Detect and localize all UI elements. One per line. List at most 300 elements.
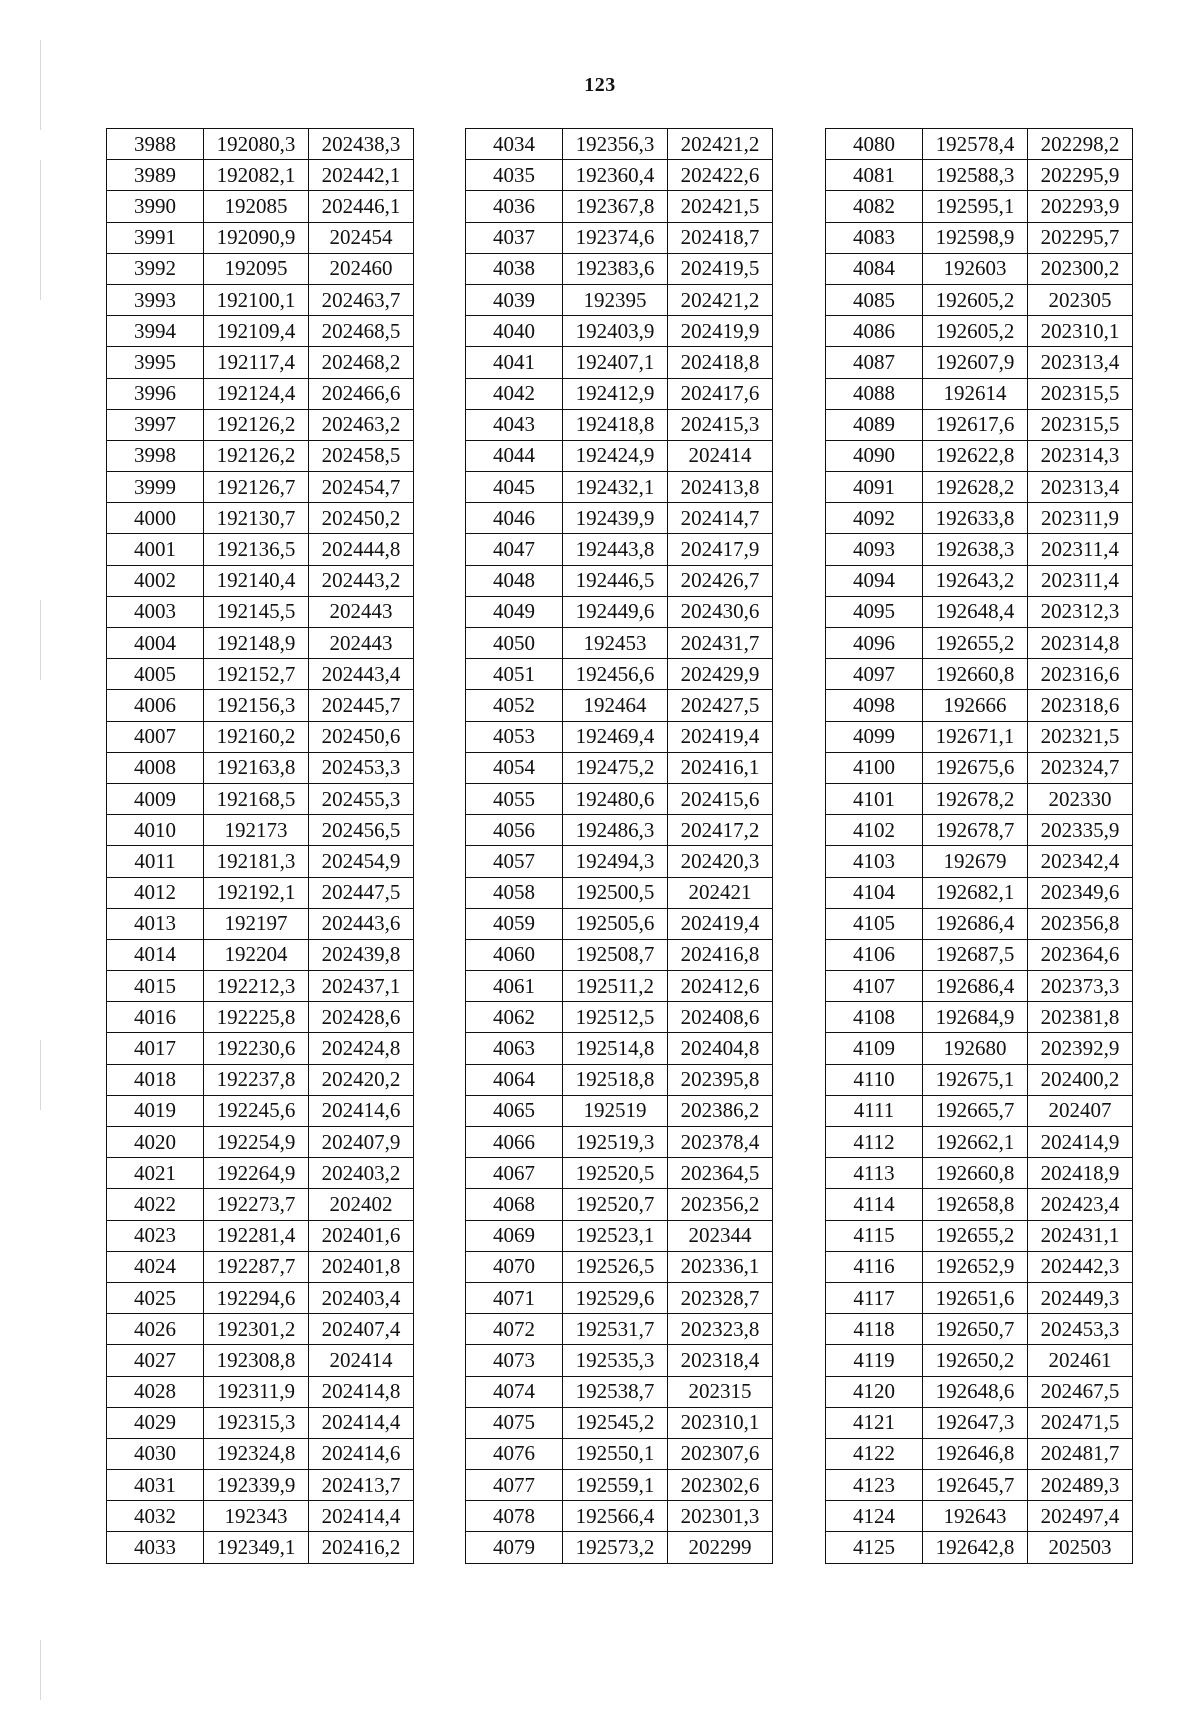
x-coordinate-cell: 192443,8 (563, 534, 668, 565)
table-row (826, 1470, 1133, 1501)
point-number-cell: 4056 (466, 815, 563, 846)
y-coordinate-cell: 202414 (668, 440, 773, 471)
y-coordinate-cell: 202471,5 (1028, 1407, 1133, 1438)
table-row (826, 1345, 1133, 1376)
table-row (466, 1501, 773, 1532)
x-coordinate-cell: 192124,4 (204, 378, 309, 409)
point-number-cell: 4027 (107, 1345, 204, 1376)
table-row (826, 628, 1133, 659)
table-row (826, 534, 1133, 565)
y-coordinate-cell: 202412,6 (668, 971, 773, 1002)
x-coordinate-cell: 192519 (563, 1095, 668, 1126)
coordinates-table-2 (465, 128, 773, 1564)
point-number-cell: 4007 (107, 721, 204, 752)
table-row (826, 1438, 1133, 1469)
point-number-cell: 4009 (107, 783, 204, 814)
point-number-cell: 3995 (107, 347, 204, 378)
table-row (107, 1095, 414, 1126)
table-row (466, 316, 773, 347)
x-coordinate-cell: 192126,7 (204, 472, 309, 503)
table-row (826, 316, 1133, 347)
table-row (107, 1345, 414, 1376)
point-number-cell: 4082 (826, 191, 923, 222)
y-coordinate-cell: 202468,5 (309, 316, 414, 347)
table-row (826, 409, 1133, 440)
y-coordinate-cell: 202315,5 (1028, 378, 1133, 409)
y-coordinate-cell: 202400,2 (1028, 1064, 1133, 1095)
y-coordinate-cell: 202463,7 (309, 284, 414, 315)
point-number-cell: 4111 (826, 1095, 923, 1126)
y-coordinate-cell: 202403,4 (309, 1282, 414, 1313)
x-coordinate-cell: 192514,8 (563, 1033, 668, 1064)
point-number-cell: 4115 (826, 1220, 923, 1251)
y-coordinate-cell: 202421,2 (668, 129, 773, 160)
point-number-cell: 4057 (466, 846, 563, 877)
table-row (466, 1127, 773, 1158)
y-coordinate-cell: 202419,4 (668, 721, 773, 752)
point-number-cell: 4087 (826, 347, 923, 378)
table-row (466, 1220, 773, 1251)
table-row (466, 939, 773, 970)
point-number-cell: 4105 (826, 908, 923, 939)
x-coordinate-cell: 192168,5 (204, 783, 309, 814)
y-coordinate-cell: 202301,3 (668, 1501, 773, 1532)
x-coordinate-cell: 192566,4 (563, 1501, 668, 1532)
y-coordinate-cell: 202408,6 (668, 1002, 773, 1033)
point-number-cell: 4089 (826, 409, 923, 440)
table-row (107, 971, 414, 1002)
point-number-cell: 4099 (826, 721, 923, 752)
x-coordinate-cell: 192678,2 (923, 783, 1028, 814)
table-row (466, 1189, 773, 1220)
x-coordinate-cell: 192678,7 (923, 815, 1028, 846)
point-number-cell: 4068 (466, 1189, 563, 1220)
table-row (107, 1314, 414, 1345)
point-number-cell: 4110 (826, 1064, 923, 1095)
point-number-cell: 4018 (107, 1064, 204, 1095)
y-coordinate-cell: 202443 (309, 596, 414, 627)
table-row (466, 752, 773, 783)
point-number-cell: 4067 (466, 1158, 563, 1189)
table-row (826, 1220, 1133, 1251)
x-coordinate-cell: 192356,3 (563, 129, 668, 160)
x-coordinate-cell: 192538,7 (563, 1376, 668, 1407)
scan-margin-mark (40, 1040, 41, 1110)
y-coordinate-cell: 202503 (1028, 1532, 1133, 1563)
x-coordinate-cell: 192660,8 (923, 1158, 1028, 1189)
x-coordinate-cell: 192686,4 (923, 971, 1028, 1002)
table-row (466, 160, 773, 191)
y-coordinate-cell: 202439,8 (309, 939, 414, 970)
point-number-cell: 4064 (466, 1064, 563, 1095)
y-coordinate-cell: 202442,1 (309, 160, 414, 191)
y-coordinate-cell: 202443,6 (309, 908, 414, 939)
point-number-cell: 4113 (826, 1158, 923, 1189)
coordinates-table-3 (825, 128, 1133, 1564)
table-row (466, 503, 773, 534)
y-coordinate-cell: 202349,6 (1028, 877, 1133, 908)
y-coordinate-cell: 202422,6 (668, 160, 773, 191)
point-number-cell: 4004 (107, 628, 204, 659)
point-number-cell: 4010 (107, 815, 204, 846)
point-number-cell: 4016 (107, 1002, 204, 1033)
y-coordinate-cell: 202401,6 (309, 1220, 414, 1251)
point-number-cell: 4040 (466, 316, 563, 347)
point-number-cell: 3994 (107, 316, 204, 347)
y-coordinate-cell: 202299 (668, 1532, 773, 1563)
point-number-cell: 4061 (466, 971, 563, 1002)
y-coordinate-cell: 202442,3 (1028, 1251, 1133, 1282)
point-number-cell: 3996 (107, 378, 204, 409)
table-row (826, 971, 1133, 1002)
point-number-cell: 4001 (107, 534, 204, 565)
x-coordinate-cell: 192432,1 (563, 472, 668, 503)
y-coordinate-cell: 202407,4 (309, 1314, 414, 1345)
table-row (466, 1376, 773, 1407)
y-coordinate-cell: 202293,9 (1028, 191, 1133, 222)
point-number-cell: 3997 (107, 409, 204, 440)
x-coordinate-cell: 192212,3 (204, 971, 309, 1002)
table-row (107, 690, 414, 721)
x-coordinate-cell: 192181,3 (204, 846, 309, 877)
y-coordinate-cell: 202313,4 (1028, 347, 1133, 378)
table-row (466, 1532, 773, 1563)
point-number-cell: 4083 (826, 222, 923, 253)
table-row (826, 783, 1133, 814)
y-coordinate-cell: 202458,5 (309, 440, 414, 471)
x-coordinate-cell: 192230,6 (204, 1033, 309, 1064)
point-number-cell: 4121 (826, 1407, 923, 1438)
table-row (826, 1095, 1133, 1126)
x-coordinate-cell: 192407,1 (563, 347, 668, 378)
y-coordinate-cell: 202311,4 (1028, 534, 1133, 565)
x-coordinate-cell: 192156,3 (204, 690, 309, 721)
point-number-cell: 4125 (826, 1532, 923, 1563)
x-coordinate-cell: 192605,2 (923, 284, 1028, 315)
x-coordinate-cell: 192085 (204, 191, 309, 222)
x-coordinate-cell: 192687,5 (923, 939, 1028, 970)
table-row (826, 1532, 1133, 1563)
y-coordinate-cell: 202423,4 (1028, 1189, 1133, 1220)
scan-margin-mark (40, 600, 41, 680)
y-coordinate-cell: 202421 (668, 877, 773, 908)
x-coordinate-cell: 192152,7 (204, 659, 309, 690)
point-number-cell: 4034 (466, 129, 563, 160)
x-coordinate-cell: 192617,6 (923, 409, 1028, 440)
x-coordinate-cell: 192595,1 (923, 191, 1028, 222)
y-coordinate-cell: 202454,9 (309, 846, 414, 877)
y-coordinate-cell: 202324,7 (1028, 752, 1133, 783)
point-number-cell: 4035 (466, 160, 563, 191)
y-coordinate-cell: 202445,7 (309, 690, 414, 721)
x-coordinate-cell: 192666 (923, 690, 1028, 721)
x-coordinate-cell: 192383,6 (563, 253, 668, 284)
x-coordinate-cell: 192675,6 (923, 752, 1028, 783)
x-coordinate-cell: 192647,3 (923, 1407, 1028, 1438)
x-coordinate-cell: 192264,9 (204, 1158, 309, 1189)
point-number-cell: 4022 (107, 1189, 204, 1220)
point-number-cell: 4073 (466, 1345, 563, 1376)
y-coordinate-cell: 202328,7 (668, 1282, 773, 1313)
point-number-cell: 4071 (466, 1282, 563, 1313)
y-coordinate-cell: 202344 (668, 1220, 773, 1251)
y-coordinate-cell: 202467,5 (1028, 1376, 1133, 1407)
table-body (107, 129, 414, 1564)
table-row (826, 1282, 1133, 1313)
table-row (826, 815, 1133, 846)
x-coordinate-cell: 192140,4 (204, 565, 309, 596)
point-number-cell: 4117 (826, 1282, 923, 1313)
y-coordinate-cell: 202356,2 (668, 1189, 773, 1220)
table-row (107, 347, 414, 378)
point-number-cell: 4104 (826, 877, 923, 908)
x-coordinate-cell: 192464 (563, 690, 668, 721)
y-coordinate-cell: 202455,3 (309, 783, 414, 814)
y-coordinate-cell: 202497,4 (1028, 1501, 1133, 1532)
point-number-cell: 4045 (466, 472, 563, 503)
table-row (466, 1438, 773, 1469)
y-coordinate-cell: 202418,7 (668, 222, 773, 253)
point-number-cell: 4093 (826, 534, 923, 565)
y-coordinate-cell: 202437,1 (309, 971, 414, 1002)
point-number-cell: 4100 (826, 752, 923, 783)
point-number-cell: 4054 (466, 752, 563, 783)
x-coordinate-cell: 192374,6 (563, 222, 668, 253)
table-row (466, 877, 773, 908)
x-coordinate-cell: 192662,1 (923, 1127, 1028, 1158)
x-coordinate-cell: 192301,2 (204, 1314, 309, 1345)
y-coordinate-cell: 202321,5 (1028, 721, 1133, 752)
table-row (826, 659, 1133, 690)
point-number-cell: 4075 (466, 1407, 563, 1438)
y-coordinate-cell: 202418,8 (668, 347, 773, 378)
y-coordinate-cell: 202378,4 (668, 1127, 773, 1158)
table-row (107, 877, 414, 908)
point-number-cell: 4080 (826, 129, 923, 160)
y-coordinate-cell: 202419,4 (668, 908, 773, 939)
table-row (107, 1002, 414, 1033)
table-row (826, 1064, 1133, 1095)
y-coordinate-cell: 202450,2 (309, 503, 414, 534)
x-coordinate-cell: 192439,9 (563, 503, 668, 534)
point-number-cell: 4049 (466, 596, 563, 627)
point-number-cell: 4059 (466, 908, 563, 939)
table-row (466, 1033, 773, 1064)
table-row (107, 222, 414, 253)
y-coordinate-cell: 202463,2 (309, 409, 414, 440)
point-number-cell: 4023 (107, 1220, 204, 1251)
y-coordinate-cell: 202305 (1028, 284, 1133, 315)
point-number-cell: 4088 (826, 378, 923, 409)
y-coordinate-cell: 202315 (668, 1376, 773, 1407)
point-number-cell: 4053 (466, 721, 563, 752)
x-coordinate-cell: 192360,4 (563, 160, 668, 191)
point-number-cell: 4107 (826, 971, 923, 1002)
x-coordinate-cell: 192395 (563, 284, 668, 315)
y-coordinate-cell: 202443,2 (309, 565, 414, 596)
x-coordinate-cell: 192424,9 (563, 440, 668, 471)
table-row (466, 783, 773, 814)
x-coordinate-cell: 192100,1 (204, 284, 309, 315)
table-row (826, 1189, 1133, 1220)
x-coordinate-cell: 192679 (923, 846, 1028, 877)
point-number-cell: 4032 (107, 1501, 204, 1532)
x-coordinate-cell: 192080,3 (204, 129, 309, 160)
x-coordinate-cell: 192486,3 (563, 815, 668, 846)
x-coordinate-cell: 192343 (204, 1501, 309, 1532)
y-coordinate-cell: 202430,6 (668, 596, 773, 627)
point-number-cell: 4033 (107, 1532, 204, 1563)
table-row (107, 472, 414, 503)
point-number-cell: 4119 (826, 1345, 923, 1376)
x-coordinate-cell: 192650,2 (923, 1345, 1028, 1376)
y-coordinate-cell: 202310,1 (1028, 316, 1133, 347)
table-row (466, 222, 773, 253)
point-number-cell: 4002 (107, 565, 204, 596)
x-coordinate-cell: 192520,5 (563, 1158, 668, 1189)
x-coordinate-cell: 192287,7 (204, 1251, 309, 1282)
x-coordinate-cell: 192145,5 (204, 596, 309, 627)
table-row (826, 222, 1133, 253)
x-coordinate-cell: 192192,1 (204, 877, 309, 908)
x-coordinate-cell: 192453 (563, 628, 668, 659)
point-number-cell: 4011 (107, 846, 204, 877)
table-row (107, 284, 414, 315)
x-coordinate-cell: 192446,5 (563, 565, 668, 596)
point-number-cell: 4043 (466, 409, 563, 440)
table-row (466, 347, 773, 378)
table-row (826, 191, 1133, 222)
y-coordinate-cell: 202431,7 (668, 628, 773, 659)
table-row (107, 783, 414, 814)
table-row (107, 1501, 414, 1532)
y-coordinate-cell: 202403,2 (309, 1158, 414, 1189)
x-coordinate-cell: 192163,8 (204, 752, 309, 783)
y-coordinate-cell: 202420,3 (668, 846, 773, 877)
x-coordinate-cell: 192607,9 (923, 347, 1028, 378)
y-coordinate-cell: 202316,6 (1028, 659, 1133, 690)
point-number-cell: 4006 (107, 690, 204, 721)
table-row (107, 565, 414, 596)
x-coordinate-cell: 192686,4 (923, 908, 1028, 939)
table-row (107, 1532, 414, 1563)
table-row (107, 628, 414, 659)
x-coordinate-cell: 192126,2 (204, 409, 309, 440)
x-coordinate-cell: 192655,2 (923, 628, 1028, 659)
y-coordinate-cell: 202414,9 (1028, 1127, 1133, 1158)
table-row (107, 659, 414, 690)
y-coordinate-cell: 202413,7 (309, 1470, 414, 1501)
table-row (466, 659, 773, 690)
point-number-cell: 3989 (107, 160, 204, 191)
point-number-cell: 4030 (107, 1438, 204, 1469)
point-number-cell: 4058 (466, 877, 563, 908)
table-row (826, 1158, 1133, 1189)
y-coordinate-cell: 202431,1 (1028, 1220, 1133, 1251)
x-coordinate-cell: 192633,8 (923, 503, 1028, 534)
table-row (826, 440, 1133, 471)
table-row (826, 1127, 1133, 1158)
table-row (107, 378, 414, 409)
point-number-cell: 4031 (107, 1470, 204, 1501)
table-row (826, 284, 1133, 315)
y-coordinate-cell: 202311,4 (1028, 565, 1133, 596)
table-row (826, 596, 1133, 627)
x-coordinate-cell: 192109,4 (204, 316, 309, 347)
x-coordinate-cell: 192082,1 (204, 160, 309, 191)
point-number-cell: 4013 (107, 908, 204, 939)
y-coordinate-cell: 202461 (1028, 1345, 1133, 1376)
point-number-cell: 4008 (107, 752, 204, 783)
y-coordinate-cell: 202330 (1028, 783, 1133, 814)
y-coordinate-cell: 202335,9 (1028, 815, 1133, 846)
table-row (107, 409, 414, 440)
y-coordinate-cell: 202468,2 (309, 347, 414, 378)
y-coordinate-cell: 202342,4 (1028, 846, 1133, 877)
y-coordinate-cell: 202381,8 (1028, 1002, 1133, 1033)
y-coordinate-cell: 202395,8 (668, 1064, 773, 1095)
table-row (107, 939, 414, 970)
x-coordinate-cell: 192643 (923, 1501, 1028, 1532)
y-coordinate-cell: 202417,9 (668, 534, 773, 565)
point-number-cell: 4055 (466, 783, 563, 814)
scan-margin-mark (40, 160, 41, 300)
y-coordinate-cell: 202420,2 (309, 1064, 414, 1095)
table-row (826, 503, 1133, 534)
x-coordinate-cell: 192480,6 (563, 783, 668, 814)
y-coordinate-cell: 202401,8 (309, 1251, 414, 1282)
x-coordinate-cell: 192469,4 (563, 721, 668, 752)
x-coordinate-cell: 192628,2 (923, 472, 1028, 503)
x-coordinate-cell: 192648,6 (923, 1376, 1028, 1407)
point-number-cell: 4106 (826, 939, 923, 970)
x-coordinate-cell: 192545,2 (563, 1407, 668, 1438)
y-coordinate-cell: 202314,8 (1028, 628, 1133, 659)
point-number-cell: 4046 (466, 503, 563, 534)
table-row (826, 378, 1133, 409)
y-coordinate-cell: 202453,3 (309, 752, 414, 783)
point-number-cell: 4086 (826, 316, 923, 347)
x-coordinate-cell: 192403,9 (563, 316, 668, 347)
y-coordinate-cell: 202426,7 (668, 565, 773, 596)
coordinates-table-1 (106, 128, 414, 1564)
point-number-cell: 4048 (466, 565, 563, 596)
table-row (107, 316, 414, 347)
point-number-cell: 4070 (466, 1251, 563, 1282)
table-row (466, 1251, 773, 1282)
point-number-cell: 4005 (107, 659, 204, 690)
point-number-cell: 4051 (466, 659, 563, 690)
x-coordinate-cell: 192675,1 (923, 1064, 1028, 1095)
table-row (107, 160, 414, 191)
point-number-cell: 4114 (826, 1189, 923, 1220)
point-number-cell: 4097 (826, 659, 923, 690)
y-coordinate-cell: 202481,7 (1028, 1438, 1133, 1469)
table-row (107, 1282, 414, 1313)
point-number-cell: 4047 (466, 534, 563, 565)
y-coordinate-cell: 202450,6 (309, 721, 414, 752)
point-number-cell: 4069 (466, 1220, 563, 1251)
point-number-cell: 4065 (466, 1095, 563, 1126)
x-coordinate-cell: 192505,6 (563, 908, 668, 939)
table-row (466, 971, 773, 1002)
y-coordinate-cell: 202417,2 (668, 815, 773, 846)
table-row (107, 1220, 414, 1251)
point-number-cell: 4076 (466, 1438, 563, 1469)
y-coordinate-cell: 202417,6 (668, 378, 773, 409)
table-row (826, 721, 1133, 752)
x-coordinate-cell: 192638,3 (923, 534, 1028, 565)
